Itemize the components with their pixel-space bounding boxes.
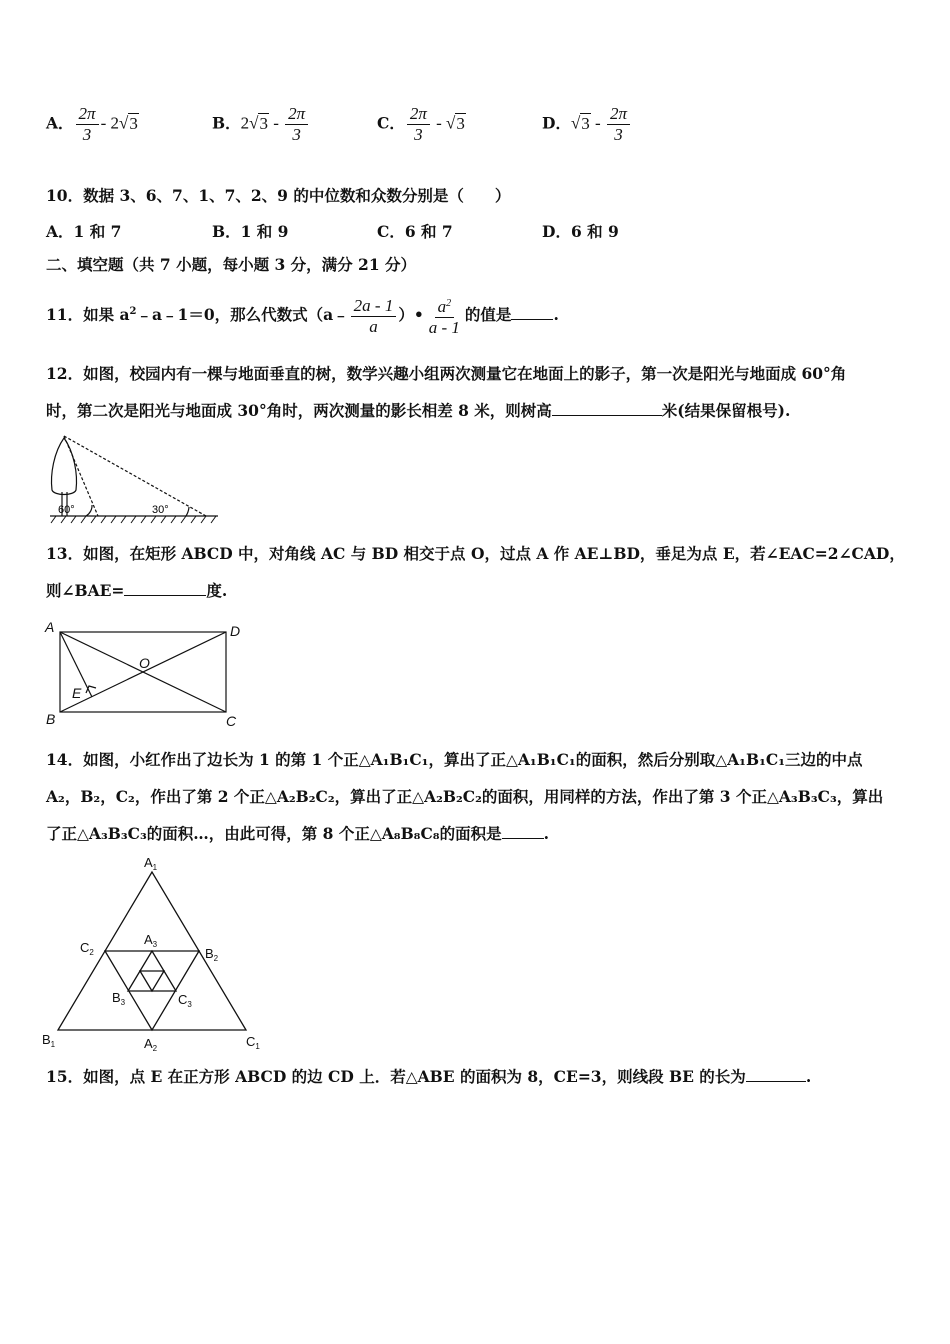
- section-title: 二、填空题（共 7 小题，每小题 3 分，满分 21 分）: [46, 255, 417, 274]
- q10-option-c: C．6 和 7: [377, 222, 453, 241]
- q10-question: 10．数据 3、6、7、1、7、2、9 的中位数和众数分别是（ ）: [46, 186, 511, 205]
- q10-option-a: A．1 和 7: [46, 222, 122, 241]
- label-b1: $B_1$: [42, 1032, 56, 1049]
- q12-tree-figure: [46, 432, 222, 526]
- label-a3: $A_3$: [144, 932, 158, 949]
- q10-option-b: B．1 和 9: [212, 222, 289, 241]
- q13-line2: 则∠BAE= 度.: [46, 581, 228, 600]
- q13-rectangle-figure: [42, 618, 248, 730]
- triangle-small: [140, 971, 164, 991]
- q13-line1: 13．如图，在矩形 ABCD 中，对角线 AC 与 BD 相交于点 O，过点 A 作 AE⊥BD，垂足为点 E，若∠EAC=2∠CAD，: [46, 544, 905, 563]
- q9-option-d: D．√3 - $\frac{2\pi}{3}$: [542, 104, 632, 145]
- label-b2: $B_2$: [205, 946, 219, 963]
- q15-question: 15．如图，点 E 在正方形 ABCD 的边 CD 上．若△ABE 的面积为 8，CE=3，则线段 BE 的长为 .: [46, 1067, 812, 1086]
- sun-ray-30: [64, 436, 206, 516]
- label-b3: $B_3$: [112, 990, 126, 1007]
- label-a2: $A_2$: [144, 1036, 158, 1053]
- q11-answer-blank[interactable]: [511, 305, 553, 320]
- label-o: O: [139, 655, 150, 671]
- angle-arc-60: [86, 505, 92, 516]
- label-c3: $C_3$: [178, 992, 192, 1009]
- label-c2: $C_2$: [80, 940, 94, 957]
- q9-option-a: A． $\frac{2\pi}{3}$ - 2√3: [46, 104, 138, 144]
- tree-crown: [52, 438, 77, 495]
- q9-option-b: B．2√3 - $\frac{2\pi}{3}$: [212, 104, 310, 145]
- q13-answer-blank[interactable]: [124, 581, 206, 596]
- label-e: E: [72, 685, 82, 701]
- label-a: A: [45, 619, 55, 635]
- angle-label-30: 30°: [152, 504, 169, 516]
- q15-answer-blank[interactable]: [746, 1067, 806, 1082]
- q12-line2: 时，第二次是阳光与地面成 30°角时，两次测量的影长相差 8 米，则树高 米(结果保留根号).: [46, 401, 791, 420]
- label-b: B: [46, 711, 56, 727]
- q14-line2: A₂，B₂，C₂，作出了第 2 个正△A₂B₂C₂，算出了正△A₂B₂C₂的面积，用同样的方法，作出了第 3 个正△A₃B₃C₃，算出: [46, 787, 884, 806]
- q14-triangle-figure: [40, 850, 268, 1054]
- angle-arc-30: [186, 507, 189, 516]
- q12-line1: 12．如图，校园内有一棵与地面垂直的树，数学兴趣小组两次测量它在地面上的影子，第一次是阳光与地面成 60°角: [46, 364, 847, 383]
- angle-label-60: 60°: [58, 504, 75, 516]
- label-a1: $A_1$: [144, 855, 158, 872]
- label-d: D: [230, 623, 241, 639]
- label-c1: $C_1$: [246, 1034, 260, 1051]
- label-c: C: [226, 713, 237, 729]
- q11-question: 11．如果 $a^2﹣a﹣1=0$，那么代数式（a﹣ $\frac{2a - 1}{a}$ ）• $\frac{a^2}{a - 1}$ 的值是 .: [46, 295, 559, 337]
- q14-line1: 14．如图，小红作出了边长为 1 的第 1 个正△A₁B₁C₁，算出了正△A₁B₁C₁的面积，然后分别取△A₁B₁C₁三边的中点: [46, 750, 863, 769]
- q14-answer-blank[interactable]: [502, 824, 544, 839]
- q9-option-c: C． $\frac{2\pi}{3}$ - √3: [377, 104, 465, 144]
- q10-option-d: D．6 和 9: [542, 222, 619, 241]
- q14-line3: 了正△A₃B₃C₃的面积…，由此可得，第 8 个正△A₈B₈C₈的面积是 .: [46, 824, 549, 843]
- q12-answer-blank[interactable]: [552, 401, 662, 416]
